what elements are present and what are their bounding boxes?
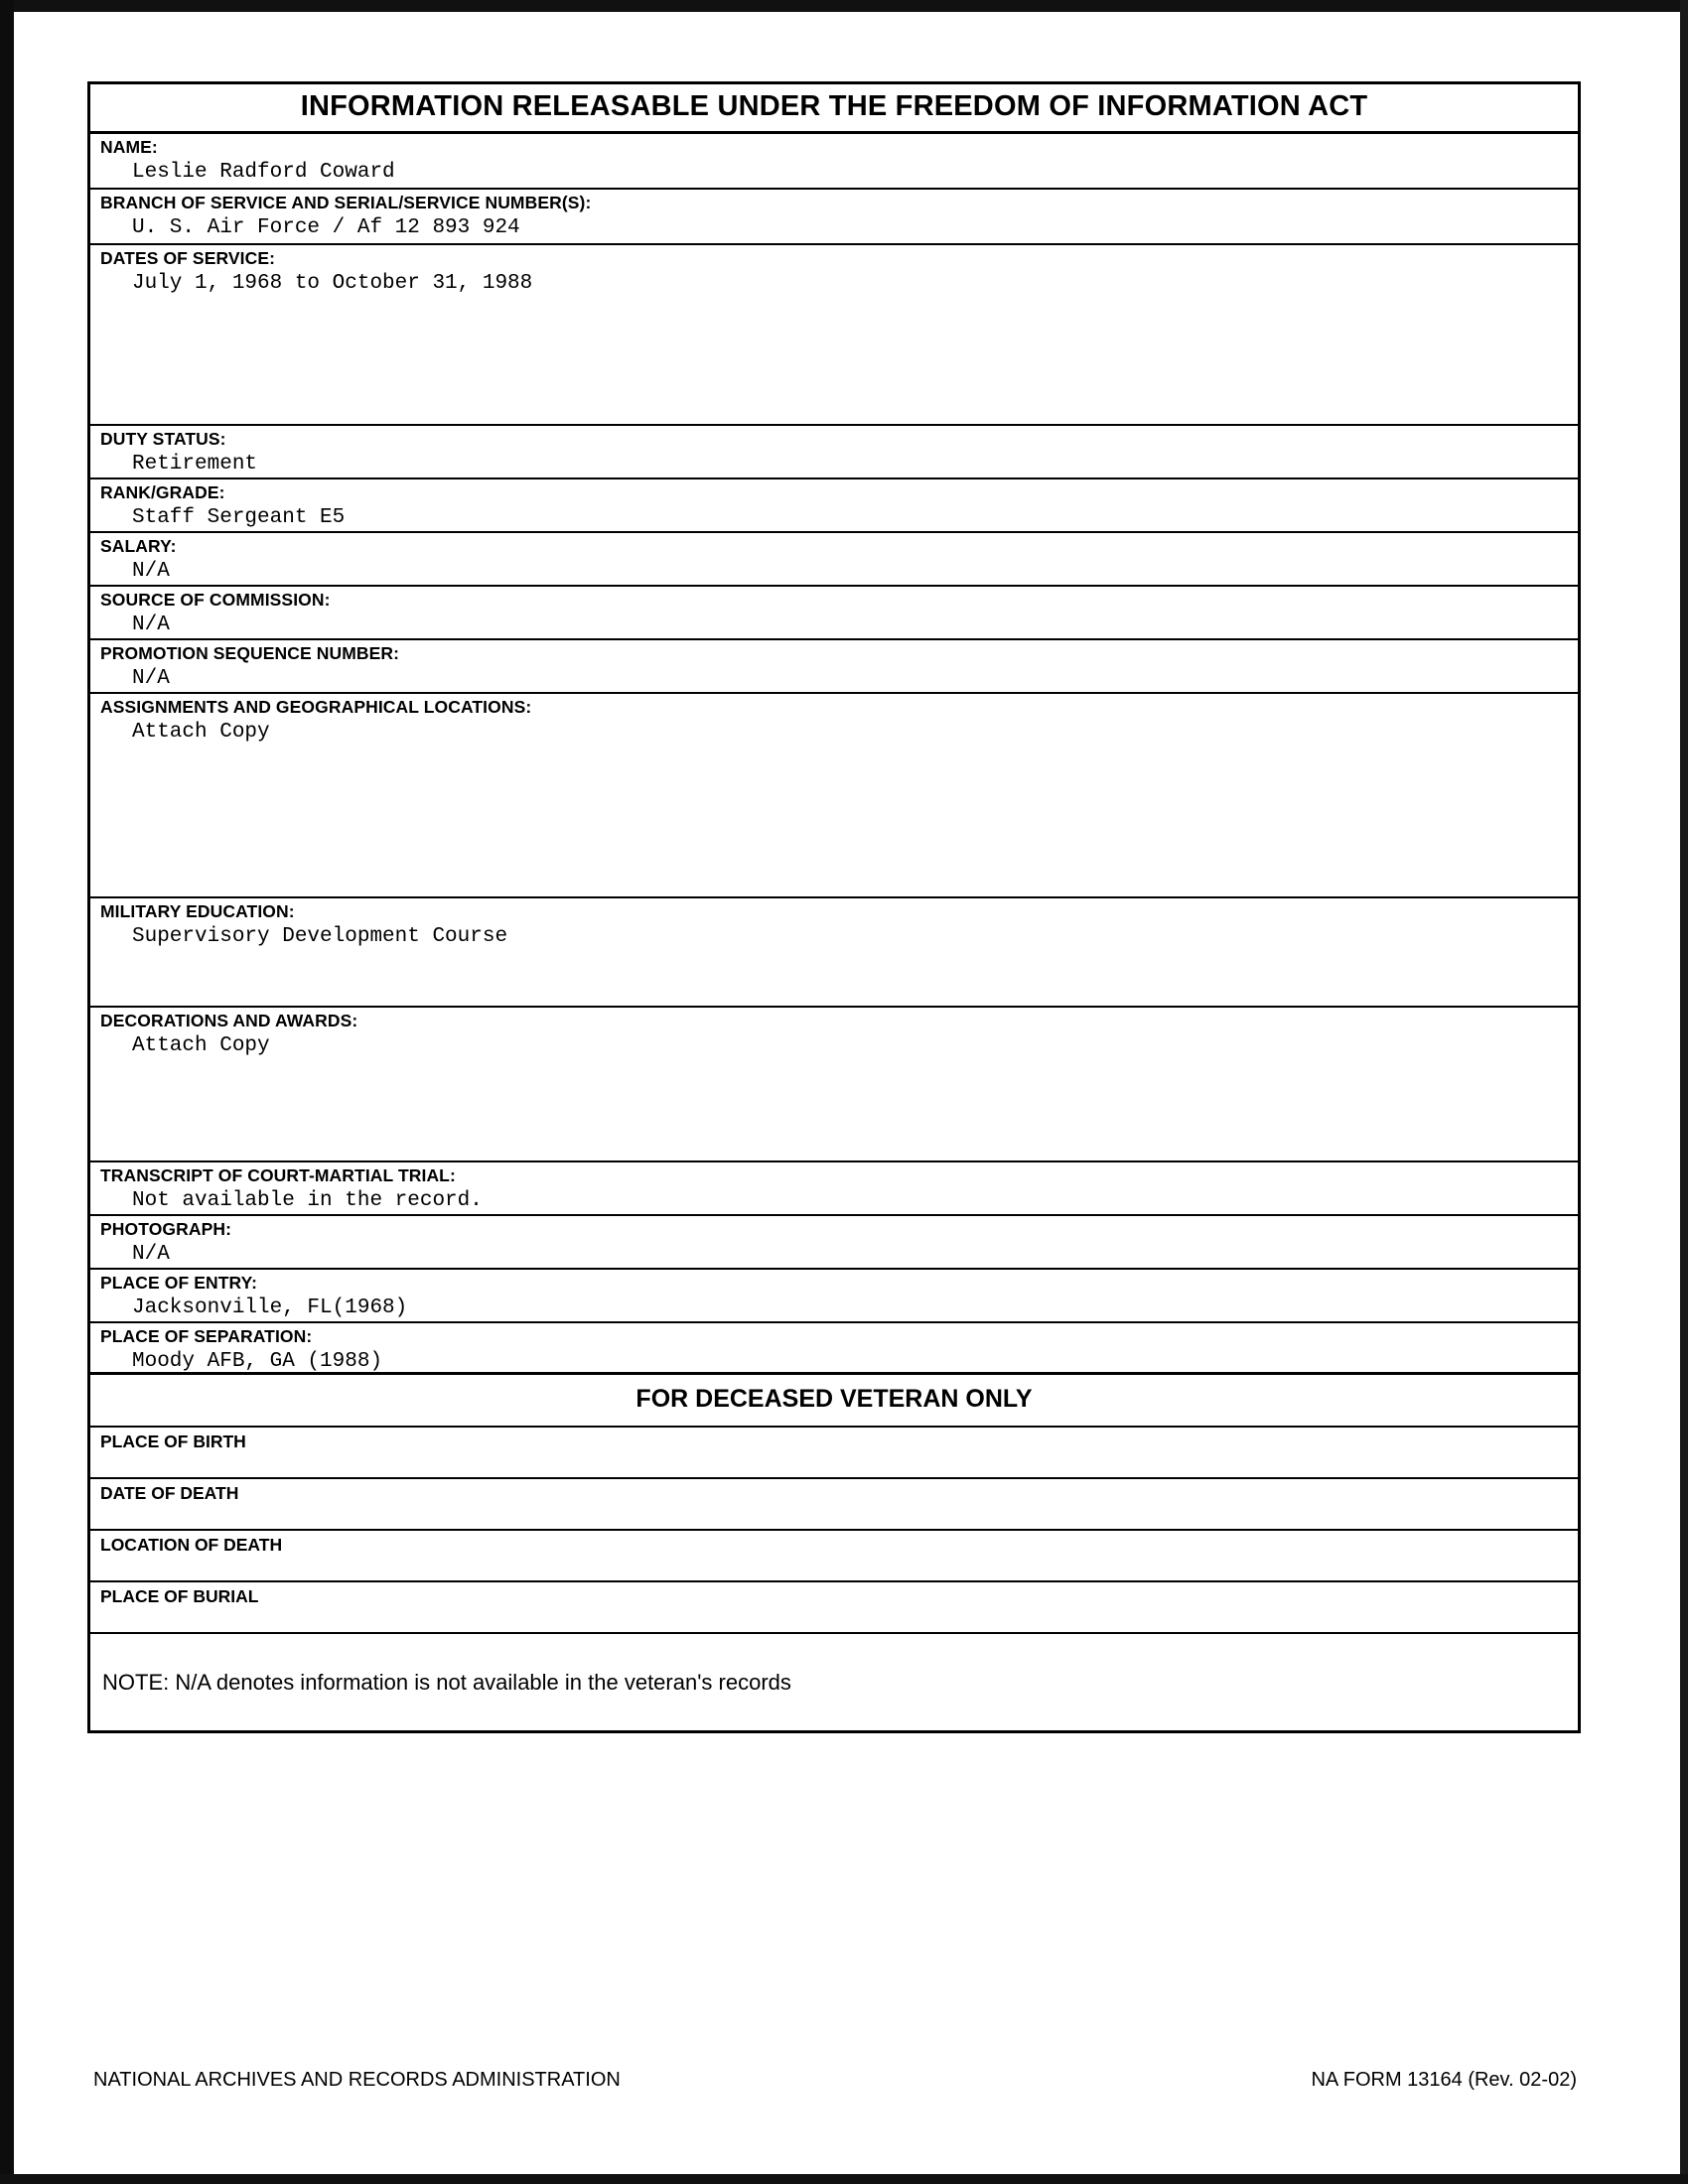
form-note-text: NOTE: N/A denotes information is not available in the veteran's records bbox=[102, 1669, 791, 1695]
field-name-value: Leslie Radford Coward bbox=[132, 161, 395, 185]
field-salary-value: N/A bbox=[132, 560, 170, 584]
field-duty-status-value: Retirement bbox=[132, 453, 258, 477]
field-duty-status bbox=[90, 426, 1578, 479]
field-place-of-burial bbox=[90, 1582, 1578, 1634]
form-note bbox=[90, 1634, 1578, 1733]
field-place-of-entry-label: PLACE OF ENTRY: bbox=[100, 1273, 258, 1293]
form-title-text: INFORMATION RELEASABLE UNDER THE FREEDOM OF INFORMATION ACT bbox=[300, 90, 1368, 122]
field-decorations-and-awards bbox=[90, 1008, 1578, 1162]
scan-edge-top bbox=[0, 0, 1688, 12]
footer-agency-text: NATIONAL ARCHIVES AND RECORDS ADMINISTRATION bbox=[93, 2069, 621, 2091]
field-decorations-and-awards-value: Attach Copy bbox=[132, 1034, 270, 1058]
field-name-label: NAME: bbox=[100, 137, 158, 157]
field-promotion-sequence-number-value: N/A bbox=[132, 667, 170, 691]
field-rank-grade-label: RANK/GRADE: bbox=[100, 482, 225, 502]
field-date-of-death bbox=[90, 1479, 1578, 1531]
field-assignments-and-locations-value: Attach Copy bbox=[132, 721, 270, 745]
section-deceased-veteran-heading bbox=[90, 1375, 1578, 1428]
field-location-of-death-label: LOCATION OF DEATH bbox=[100, 1535, 283, 1555]
field-dates-of-service-label: DATES OF SERVICE: bbox=[100, 248, 276, 268]
field-salary bbox=[90, 533, 1578, 587]
field-photograph bbox=[90, 1216, 1578, 1270]
field-rank-grade-value: Staff Sergeant E5 bbox=[132, 506, 346, 530]
section-deceased-veteran-text: FOR DECEASED VETERAN ONLY bbox=[635, 1385, 1033, 1413]
field-rank-grade bbox=[90, 479, 1578, 533]
field-photograph-label: PHOTOGRAPH: bbox=[100, 1219, 232, 1239]
field-place-of-birth-label: PLACE OF BIRTH bbox=[100, 1432, 246, 1451]
form-title bbox=[90, 84, 1578, 134]
field-source-of-commission-label: SOURCE OF COMMISSION: bbox=[100, 590, 331, 610]
field-place-of-entry-value: Jacksonville, FL(1968) bbox=[132, 1297, 408, 1320]
field-source-of-commission-value: N/A bbox=[132, 614, 170, 637]
foia-form bbox=[87, 81, 1581, 1733]
field-assignments-and-locations bbox=[90, 694, 1578, 898]
field-place-of-separation-label: PLACE OF SEPARATION: bbox=[100, 1326, 313, 1346]
field-name bbox=[90, 134, 1578, 190]
field-place-of-burial-label: PLACE OF BURIAL bbox=[100, 1586, 259, 1606]
field-place-of-entry bbox=[90, 1270, 1578, 1323]
field-location-of-death bbox=[90, 1531, 1578, 1582]
footer-form-number: NA FORM 13164 (Rev. 02-02) bbox=[1311, 2069, 1577, 2091]
field-photograph-value: N/A bbox=[132, 1243, 170, 1267]
field-branch-of-service-label: BRANCH OF SERVICE AND SERIAL/SERVICE NUMBER(S): bbox=[100, 193, 592, 212]
field-transcript-court-martial-value: Not available in the record. bbox=[132, 1189, 483, 1213]
field-dates-of-service bbox=[90, 245, 1578, 426]
form-footer bbox=[87, 2055, 1581, 2092]
scan-edge-bottom bbox=[0, 2174, 1688, 2184]
field-promotion-sequence-number-label: PROMOTION SEQUENCE NUMBER: bbox=[100, 643, 400, 663]
field-place-of-birth bbox=[90, 1428, 1578, 1479]
field-assignments-and-locations-label: ASSIGNMENTS AND GEOGRAPHICAL LOCATIONS: bbox=[100, 697, 532, 717]
field-source-of-commission bbox=[90, 587, 1578, 640]
field-dates-of-service-value: July 1, 1968 to October 31, 1988 bbox=[132, 272, 533, 296]
field-duty-status-label: DUTY STATUS: bbox=[100, 429, 226, 449]
field-branch-of-service-value: U. S. Air Force / Af 12 893 924 bbox=[132, 216, 520, 240]
field-date-of-death-label: DATE OF DEATH bbox=[100, 1483, 239, 1503]
scan-edge-left bbox=[0, 0, 14, 2184]
field-place-of-separation bbox=[90, 1323, 1578, 1375]
field-transcript-court-martial bbox=[90, 1162, 1578, 1216]
field-military-education-label: MILITARY EDUCATION: bbox=[100, 901, 295, 921]
field-military-education bbox=[90, 898, 1578, 1008]
field-promotion-sequence-number bbox=[90, 640, 1578, 694]
field-decorations-and-awards-label: DECORATIONS AND AWARDS: bbox=[100, 1011, 358, 1030]
field-transcript-court-martial-label: TRANSCRIPT OF COURT-MARTIAL TRIAL: bbox=[100, 1165, 456, 1185]
field-salary-label: SALARY: bbox=[100, 536, 177, 556]
field-branch-of-service bbox=[90, 190, 1578, 245]
scan-edge-right bbox=[1680, 0, 1688, 2184]
field-place-of-separation-value: Moody AFB, GA (1988) bbox=[132, 1350, 383, 1374]
field-military-education-value: Supervisory Development Course bbox=[132, 925, 508, 949]
